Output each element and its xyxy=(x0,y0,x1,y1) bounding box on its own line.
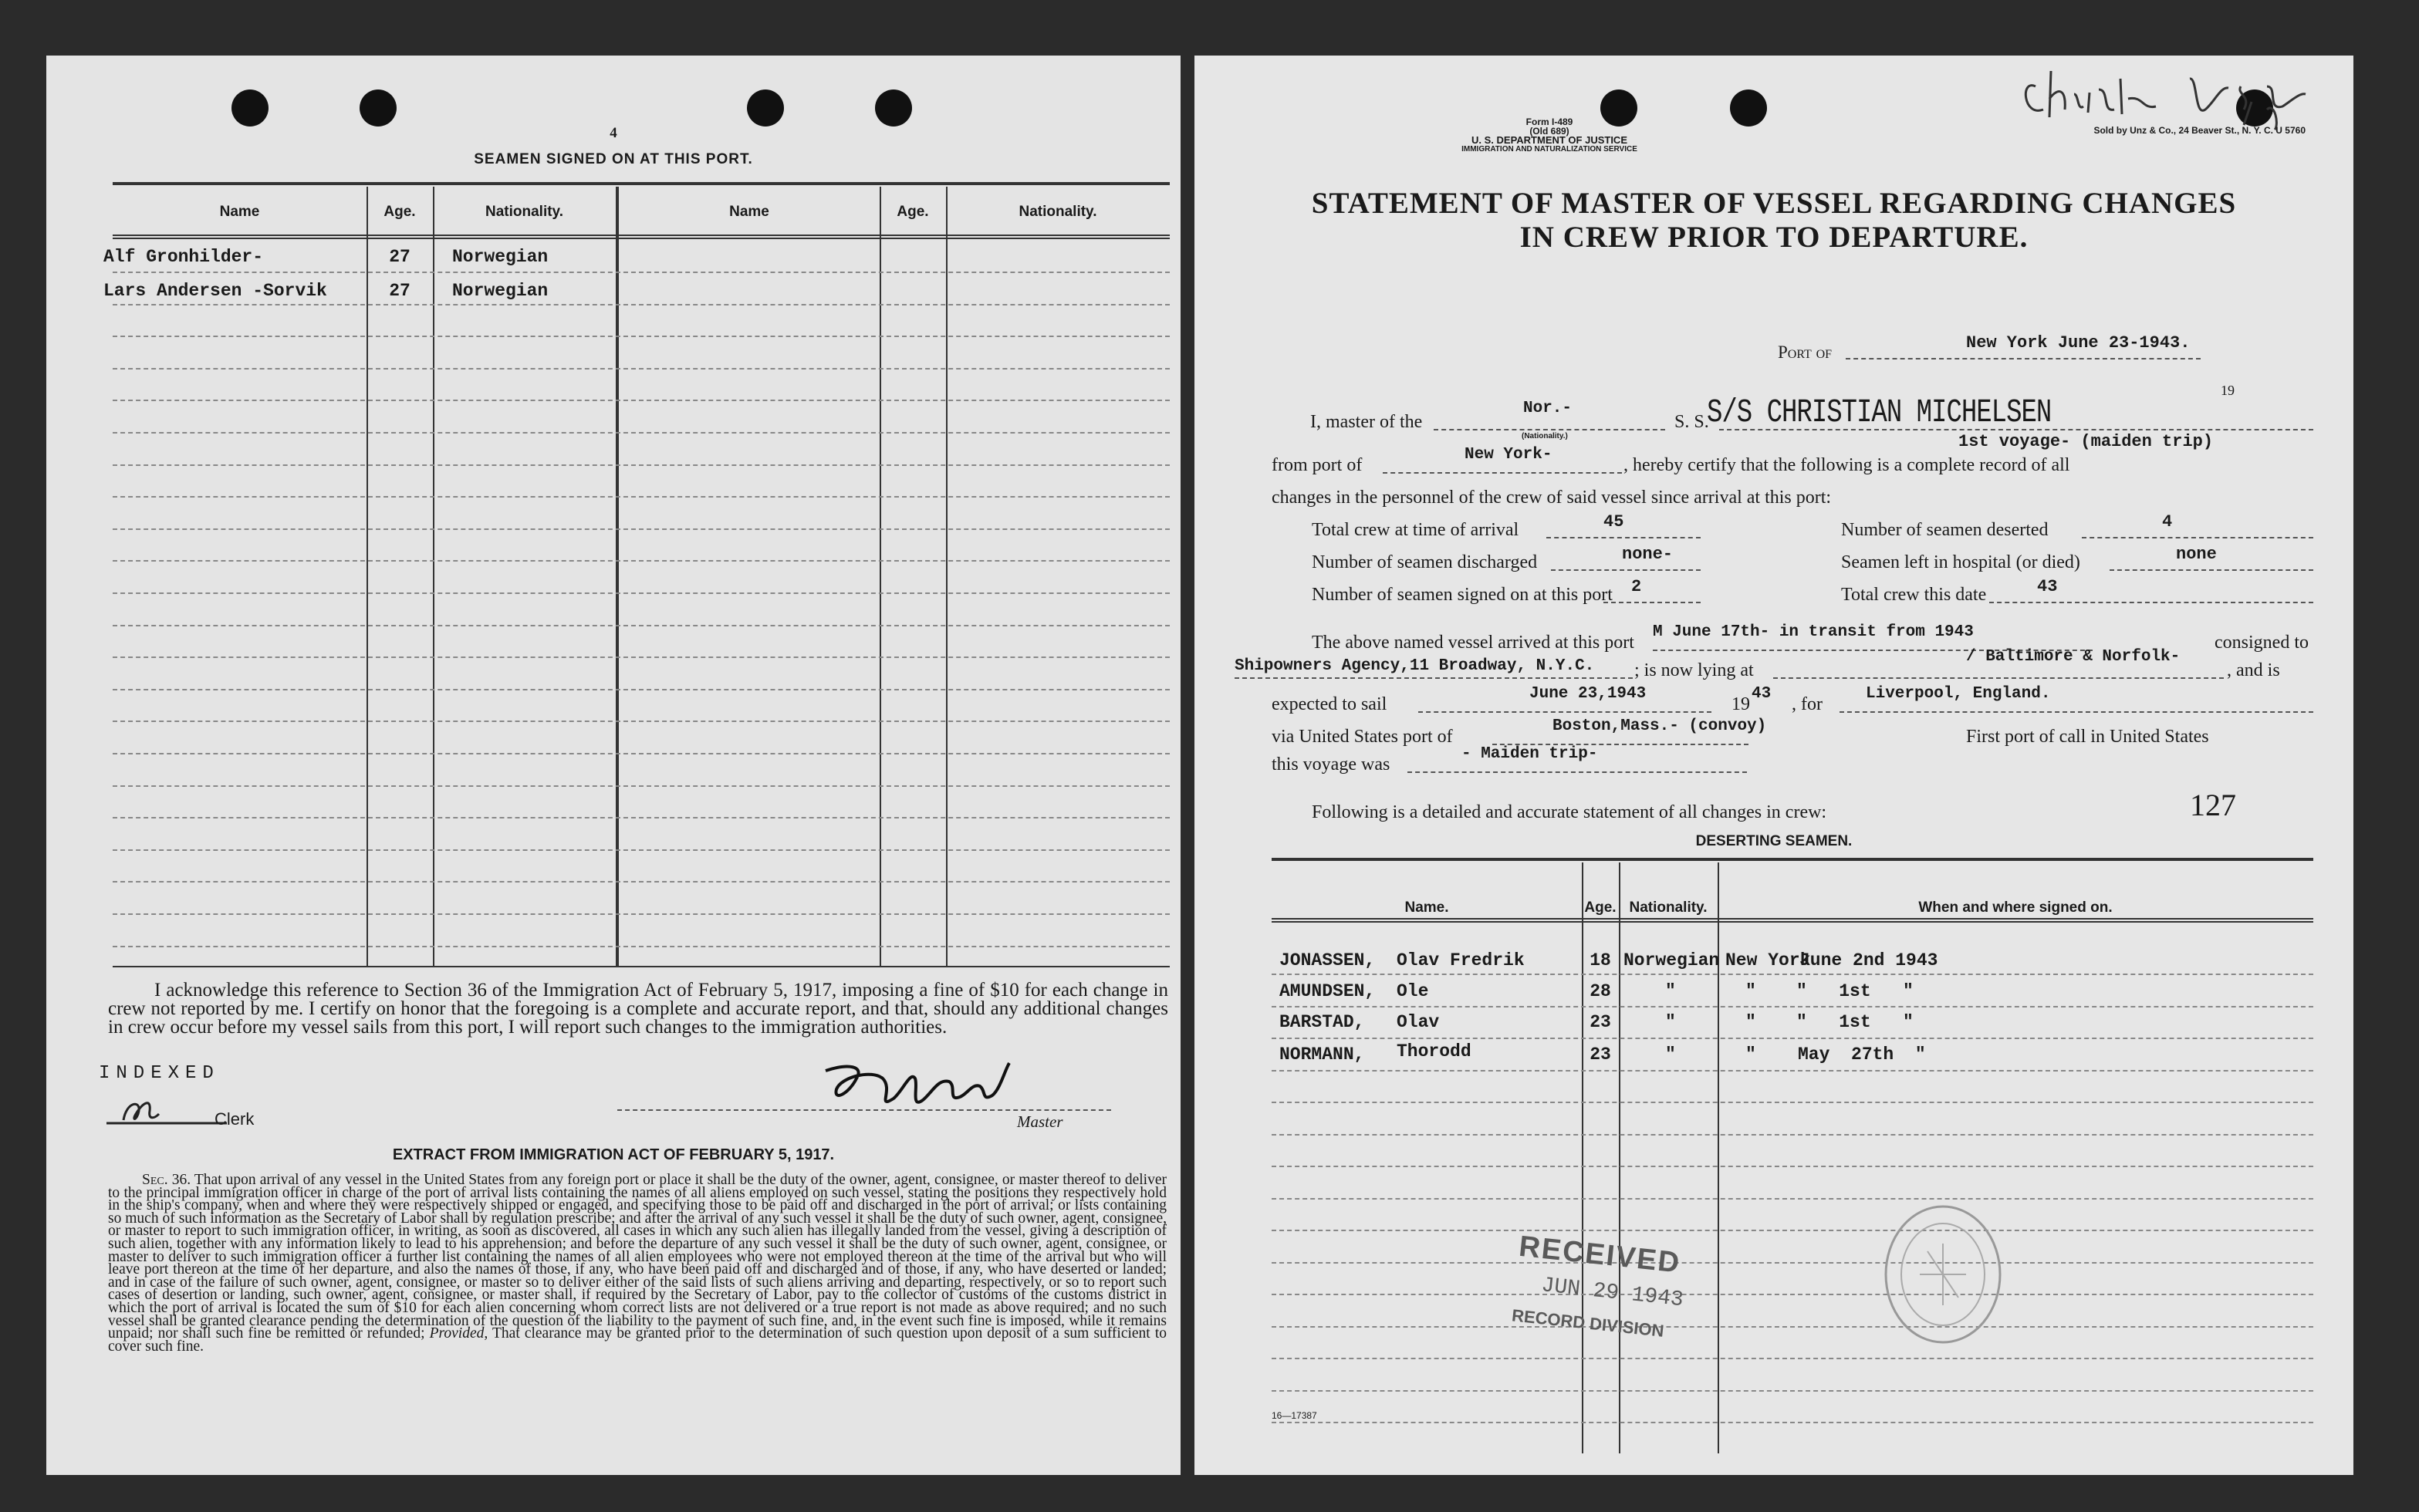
punch-hole xyxy=(360,89,397,127)
row-rule xyxy=(113,913,1170,915)
voyage-note: 1st voyage- (maiden trip) xyxy=(1958,432,2214,451)
fill-line xyxy=(1773,677,2224,679)
table-header-rule xyxy=(1272,918,2313,920)
changes-text: changes in the personnel of the crew of said vessel since arrival at this port: xyxy=(1272,488,1832,508)
column-header-name: Name xyxy=(219,204,260,220)
row-rule xyxy=(1272,1006,2313,1007)
master-signature xyxy=(802,1055,1049,1125)
fill-line xyxy=(1603,602,1701,603)
punch-hole xyxy=(231,89,269,127)
column-header-nationality: Nationality. xyxy=(1019,204,1097,220)
deserter-date: May 27th " xyxy=(1798,1045,1926,1065)
row-rule xyxy=(1272,1166,2313,1167)
nationality-caption: (Nationality.) xyxy=(1522,432,1568,440)
row-rule xyxy=(113,496,1170,498)
row-rule xyxy=(113,560,1170,562)
from-port-value: New York- xyxy=(1465,446,1552,464)
via-value: Boston,Mass.- (convoy) xyxy=(1552,717,1767,735)
table-top-rule xyxy=(113,182,1170,185)
voyage-value: - Maiden trip- xyxy=(1461,745,1598,763)
row-rule xyxy=(1272,1326,2313,1328)
stat-value: none xyxy=(2176,545,2217,564)
fill-line xyxy=(1434,429,1665,430)
stat-value: 4 xyxy=(2162,512,2173,532)
deserter-nationality: " xyxy=(1665,981,1676,1001)
form-old: (Old 689) xyxy=(1529,126,1569,137)
row-rule xyxy=(113,946,1170,947)
row-rule xyxy=(113,304,1170,305)
nationality-value: Nor.- xyxy=(1523,400,1573,417)
column-header-age: Age. xyxy=(1584,899,1617,916)
fill-line xyxy=(1551,569,1701,571)
left-page xyxy=(46,56,1181,1475)
fill-line xyxy=(2110,569,2313,571)
extract-section: Sec. 36. xyxy=(142,1172,191,1188)
row-rule xyxy=(113,272,1170,273)
row-rule xyxy=(113,721,1170,722)
seaman-nationality: Norwegian xyxy=(452,247,549,267)
title-line-2: IN CREW PRIOR TO DEPARTURE. xyxy=(1519,221,2029,254)
consigned-label: consigned to xyxy=(2215,633,2309,653)
row-rule xyxy=(113,849,1170,851)
row-rule xyxy=(1272,1262,2313,1264)
punch-hole xyxy=(1730,89,1767,127)
expected-value: June 23,1943 xyxy=(1529,685,1647,703)
page-stamp: 127 xyxy=(2190,788,2236,822)
master-label: Master xyxy=(1017,1112,1063,1131)
first-call-label: First port of call in United States xyxy=(1966,727,2209,747)
row-rule xyxy=(113,753,1170,754)
deserter-given-name: Olav xyxy=(1397,1012,1440,1032)
row-rule xyxy=(1272,1102,2313,1103)
title-line-1: STATEMENT OF MASTER OF VESSEL REGARDING CHANGES xyxy=(1311,187,2237,220)
row-rule xyxy=(1272,1358,2313,1359)
row-rule xyxy=(113,336,1170,337)
via-label: via United States port of xyxy=(1272,727,1453,747)
lying-at-label: ; is now lying at xyxy=(1634,660,1754,680)
extract-title: EXTRACT FROM IMMIGRATION ACT OF FEBRUARY 5, 1917. xyxy=(392,1146,835,1163)
vessel-name: S/S CHRISTIAN MICHELSEN xyxy=(1707,395,2052,432)
row-rule xyxy=(1272,1294,2313,1295)
section-title: SEAMEN SIGNED ON AT THIS PORT. xyxy=(474,151,753,167)
service: IMMIGRATION AND NATURALIZATION SERVICE xyxy=(1461,145,1637,154)
stat-label: Number of seamen signed on at this port xyxy=(1312,585,1613,605)
form-number: Form I-489 xyxy=(1525,116,1573,127)
extract-tail: That clearance may be granted prior to the determination of such question upon deposit of a sum sufficient to cover such fine. xyxy=(108,1325,1167,1355)
arrival-value: M June 17th- in transit from 1943 xyxy=(1653,623,1974,641)
form-title xyxy=(1194,187,2353,255)
row-rule xyxy=(113,464,1170,466)
row-rule xyxy=(1272,1390,2313,1392)
year-prefix: 19 xyxy=(2221,383,2235,398)
table-header-rule xyxy=(113,235,1170,236)
row-rule xyxy=(113,656,1170,658)
ss-label: S. S. xyxy=(1674,412,1709,432)
deserter-surname: NORMANN, xyxy=(1279,1045,1365,1065)
stat-value: 43 xyxy=(2037,577,2058,596)
seaman-age: 27 xyxy=(389,281,410,301)
stamp-date: JUN 29 1943 xyxy=(1539,1274,1685,1313)
seaman-nationality: Norwegian xyxy=(452,281,549,301)
arrival-label: The above named vessel arrived at this port xyxy=(1312,633,1634,653)
fill-line xyxy=(2082,537,2313,538)
row-rule xyxy=(1272,1198,2313,1200)
fill-line xyxy=(1235,677,1633,679)
deserter-age: 23 xyxy=(1590,1045,1611,1065)
year-prefix-2: 19 xyxy=(1731,694,1750,714)
row-rule xyxy=(113,528,1170,530)
for-label: , for xyxy=(1792,694,1823,714)
table-bottom-rule xyxy=(113,966,1170,967)
table-top-rule xyxy=(1272,858,2313,861)
deserter-age: 23 xyxy=(1590,1012,1611,1032)
stamp-received-text: RECEIVED xyxy=(1517,1230,1683,1280)
deserter-surname: BARSTAD, xyxy=(1279,1012,1365,1032)
deserter-place: " xyxy=(1745,1045,1756,1065)
deserter-surname: JONASSEN, xyxy=(1279,950,1376,970)
row-rule xyxy=(113,400,1170,401)
column-header-age: Age. xyxy=(383,204,416,220)
received-stamp xyxy=(1502,1230,1782,1434)
seaman-name: Lars Andersen -Sorvik xyxy=(103,281,327,301)
deserter-given-name: Ole xyxy=(1397,981,1429,1001)
row-rule xyxy=(113,432,1170,434)
from-port-label: from port of xyxy=(1272,455,1363,475)
deserter-nationality: " xyxy=(1665,1045,1676,1065)
stat-value: none- xyxy=(1622,545,1674,564)
certification-text: I acknowledge this reference to Section 36 of the Immigration Act of February 5, 1917, imposing a fine of $10 for each change in crew not reported by me. I certify on honor that the foregoing is a complete and accurate report, and that, should any additional changes in crew occur before my vessel sails from this port, I will report such changes to the immigration authorities. xyxy=(108,980,1168,1038)
deserter-place: New York xyxy=(1725,950,1811,970)
year-value: 43 xyxy=(1752,685,1772,703)
deserter-date: " 1st " xyxy=(1796,1012,1914,1032)
row-rule xyxy=(113,592,1170,594)
seller-imprint: Sold by Unz & Co., 24 Beaver St., N. Y. C. U 5760 xyxy=(2093,125,2306,136)
deserter-nationality: " xyxy=(1665,1012,1676,1032)
deserter-age: 18 xyxy=(1590,950,1611,970)
row-rule xyxy=(113,625,1170,626)
column-header-name: Name xyxy=(729,204,769,220)
row-rule xyxy=(113,881,1170,883)
deserter-given-name: Thorodd xyxy=(1397,1041,1471,1061)
deserting-title: DESERTING SEAMEN. xyxy=(1695,833,1853,849)
row-rule xyxy=(113,689,1170,690)
extract-body xyxy=(108,1174,1167,1353)
fill-line xyxy=(1546,537,1701,538)
table-header-rule xyxy=(1272,921,2313,923)
column-header-signed-on: When and where signed on. xyxy=(1918,899,2113,916)
column-header-nationality: Nationality. xyxy=(1629,899,1708,916)
deserter-surname: AMUNDSEN, xyxy=(1279,981,1376,1001)
expected-label: expected to sail xyxy=(1272,694,1387,714)
row-rule xyxy=(1272,1070,2313,1072)
department: U. S. DEPARTMENT OF JUSTICE xyxy=(1471,134,1627,146)
indexed-stamp: INDEXED xyxy=(99,1063,220,1084)
fill-line xyxy=(1383,472,1622,474)
stat-value: 45 xyxy=(1603,512,1624,532)
deserter-given-name: Olav Fredrik xyxy=(1397,950,1525,970)
stat-label: Seamen left in hospital (or died) xyxy=(1841,552,2080,572)
deserter-place: " xyxy=(1745,981,1756,1001)
form-header xyxy=(1449,117,1650,154)
for-value: Liverpool, England. xyxy=(1866,685,2051,703)
stat-label: Number of seamen discharged xyxy=(1312,552,1538,572)
punch-hole xyxy=(747,89,784,127)
following-label: Following is a detailed and accurate statement of all changes in crew: xyxy=(1312,802,1827,822)
footer-code: 16—17387 xyxy=(1272,1410,1317,1421)
row-rule xyxy=(1272,1134,2313,1136)
row-rule xyxy=(113,368,1170,370)
certify-text: , hereby certify that the following is a complete record of all xyxy=(1623,455,2070,475)
consignee-value: Shipowners Agency,11 Broadway, N.Y.C. xyxy=(1235,657,1595,675)
column-header-nationality: Nationality. xyxy=(485,204,563,220)
row-rule xyxy=(1272,1038,2313,1039)
page-number: 4 xyxy=(610,125,617,141)
clerk-label: Clerk xyxy=(215,1109,255,1129)
stat-label: Total crew this date xyxy=(1841,585,1987,605)
extract-text: That upon arrival of any vessel in the United States from any foreign port or place it shall be the duty of the owner, agent, consignee, or master thereof to deliver to the principal immigration officer in charge of the port of arrival lists containing the names of all aliens employed on such vessel, stating the positions they respectively hold in the ship's company, when and where they were respectively shipped or engaged, and specifying those to be paid off and discharged in the port of arrival; or lists containing so much of such information as the Secretary of Labor shall by regulation prescribe; and after the arrival of any such vessel it shall be the duty of such owner, agent, consignee, or master to report to such immigration officer, in writing, as soon as discovered, all cases in which any such alien has illegally landed from the vessel, giving a description of such alien, together with any information likely to lead to his apprehension; and before the departure of any such vessel it shall be the duty of such owner, agent, consignee, or master to deliver to such immigration officer a further list containing the names of all alien employees who were not employed thereon at the time of the arrival but who will leave port thereon at the time of her departure, and also the names of those, if any, who have been paid off and discharged and of those, if any, who have deserted or landed; and in case of the failure of such owner, agent, consignee, or master so to deliver either of the said lists of such aliens arriving and departing, respectively, or so to report such cases of desertion or landing, such owner, agent, consignee, or master shall, if required by the Secretary of Labor, pay to the collector of customs of the customs district in which the port of arrival is located the sum of $10 for each alien concerning whom correct lists are not delivered or a true report is not made as above required; and no such vessel shall be granted clearance pending the determination of the question of the liability to the payment of such fine, and, in the event such fine is imposed, while it remains unpaid; nor shall such fine be remitted or refunded; xyxy=(108,1172,1167,1342)
deserter-date: June 2nd 1943 xyxy=(1799,950,1938,970)
row-rule xyxy=(1272,1422,2313,1423)
fill-line xyxy=(1840,711,2313,713)
extract-proviso: Provided, xyxy=(429,1325,488,1342)
row-rule xyxy=(1272,974,2313,975)
column-header-name: Name. xyxy=(1404,899,1449,916)
port-of-value: New York June 23-1943. xyxy=(1966,333,2191,353)
fill-line xyxy=(1719,429,2313,430)
stat-label: Total crew at time of arrival xyxy=(1312,520,1519,540)
right-page xyxy=(1194,56,2353,1475)
fill-line xyxy=(1407,771,1747,773)
fill-line xyxy=(1989,602,2313,603)
seaman-age: 27 xyxy=(389,247,410,267)
stamp-division: RECORD DIVISION xyxy=(1511,1305,1665,1341)
signature-line xyxy=(617,1109,1111,1111)
voyage-label: this voyage was xyxy=(1272,754,1390,775)
deserter-date: " 1st " xyxy=(1796,981,1914,1001)
stat-value: 2 xyxy=(1631,577,1642,596)
deserter-nationality: Norwegian xyxy=(1623,950,1720,970)
deserter-place: " xyxy=(1745,1012,1756,1032)
lying-at-value: / Baltimore & Norfolk- xyxy=(1966,648,2181,666)
row-rule xyxy=(113,785,1170,787)
master-of-label: I, master of the xyxy=(1310,412,1423,432)
punch-hole xyxy=(875,89,912,127)
row-rule xyxy=(1272,1230,2313,1231)
fill-line xyxy=(1418,711,1711,713)
and-is-label: , and is xyxy=(2227,660,2280,680)
row-rule xyxy=(113,817,1170,818)
fill-line xyxy=(1846,358,2201,359)
deserter-age: 28 xyxy=(1590,981,1611,1001)
seaman-name: Alf Gronhilder- xyxy=(103,247,264,267)
table-header-rule xyxy=(113,238,1170,239)
circular-seal-icon xyxy=(1873,1197,2012,1352)
stat-label: Number of seamen deserted xyxy=(1841,520,2049,540)
column-header-age: Age. xyxy=(897,204,929,220)
port-of-label: Port of xyxy=(1778,343,1833,362)
clerk-initials xyxy=(100,1088,231,1129)
